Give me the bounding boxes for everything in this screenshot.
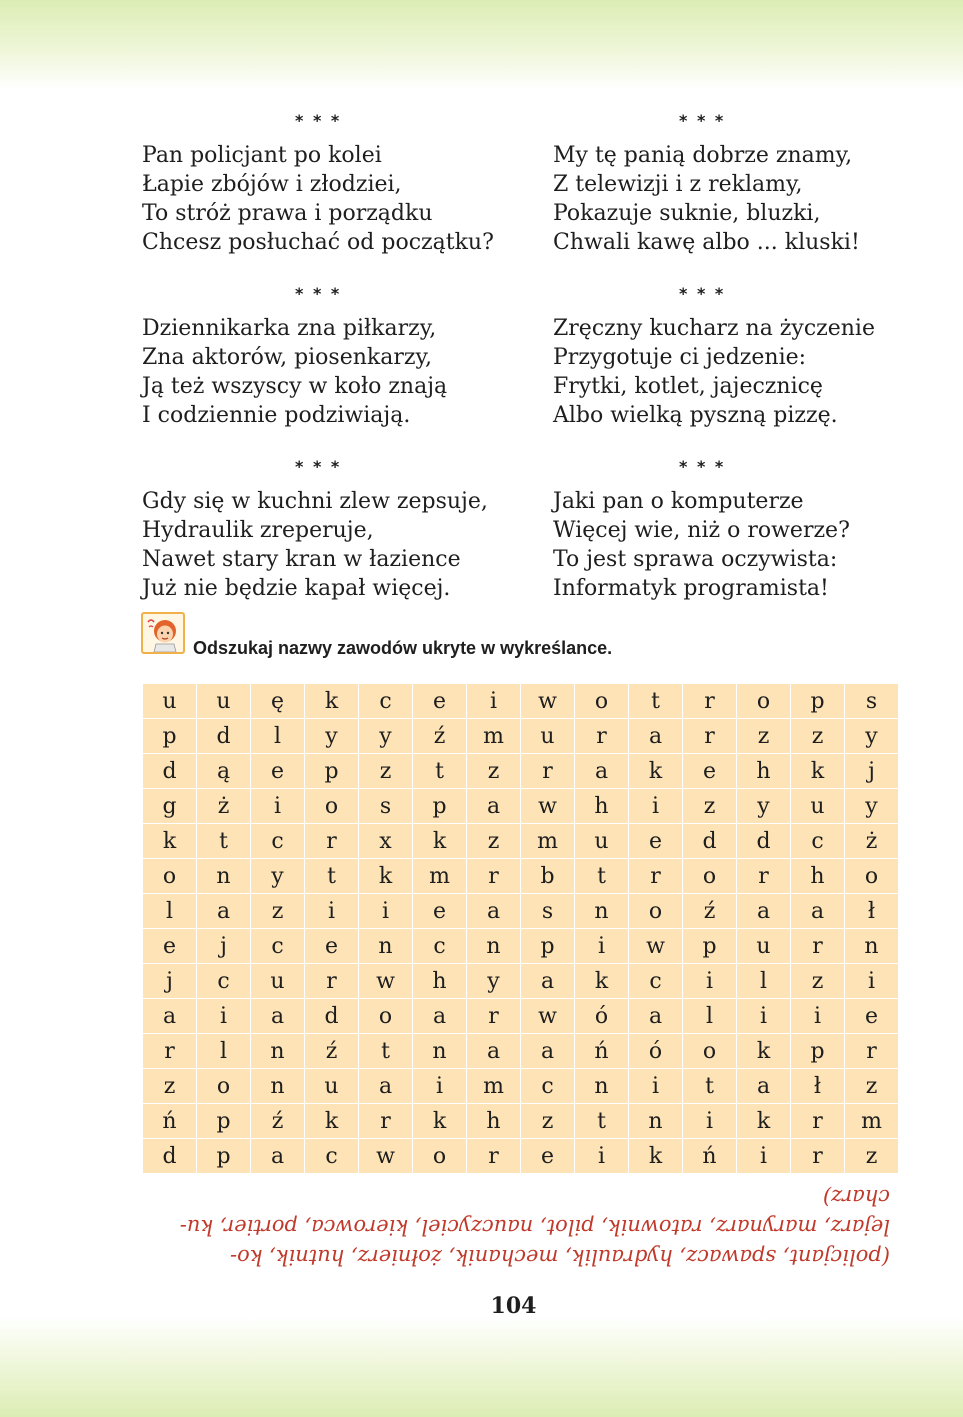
grid-cell[interactable]: b (521, 859, 575, 894)
grid-cell[interactable]: k (629, 754, 683, 789)
grid-cell[interactable]: a (359, 1069, 413, 1104)
grid-cell[interactable]: s (521, 894, 575, 929)
grid-row (143, 1104, 899, 1139)
grid-row (143, 824, 899, 859)
grid-cell[interactable]: c (413, 929, 467, 964)
grid-cell[interactable]: ź (683, 894, 737, 929)
grid-cell[interactable]: k (791, 754, 845, 789)
poem-line: My tę panią dobrze znamy, (553, 143, 853, 168)
grid-cell[interactable]: k (413, 1104, 467, 1139)
grid-cell[interactable]: a (251, 999, 305, 1034)
grid-cell[interactable]: d (683, 824, 737, 859)
grid-cell[interactable]: l (737, 964, 791, 999)
grid-cell[interactable]: z (359, 754, 413, 789)
grid-cell[interactable]: e (521, 1139, 575, 1174)
grid-cell[interactable]: a (197, 894, 251, 929)
grid-cell[interactable]: m (845, 1104, 899, 1139)
grid-cell[interactable]: r (791, 929, 845, 964)
grid-cell[interactable]: l (197, 1034, 251, 1069)
grid-cell[interactable]: a (521, 964, 575, 999)
grid-cell[interactable]: u (251, 964, 305, 999)
grid-cell[interactable]: i (251, 789, 305, 824)
grid-cell[interactable]: n (413, 1034, 467, 1069)
grid-cell[interactable]: r (683, 684, 737, 719)
grid-cell[interactable]: ł (845, 894, 899, 929)
grid-cell[interactable]: m (413, 859, 467, 894)
grid-cell[interactable]: ń (143, 1104, 197, 1139)
poem-separator: * * * (295, 284, 342, 303)
grid-cell[interactable]: n (467, 929, 521, 964)
grid-cell[interactable]: y (251, 859, 305, 894)
grid-cell[interactable]: e (251, 754, 305, 789)
grid-cell[interactable]: ź (413, 719, 467, 754)
grid-cell[interactable]: ń (683, 1139, 737, 1174)
grid-cell[interactable]: k (305, 1104, 359, 1139)
grid-cell[interactable]: i (413, 1069, 467, 1104)
grid-cell[interactable]: o (413, 1139, 467, 1174)
grid-cell[interactable]: m (467, 719, 521, 754)
grid-cell[interactable]: k (737, 1034, 791, 1069)
poem-line: Dziennikarka zna piłkarzy, (142, 316, 437, 341)
grid-cell[interactable]: p (305, 754, 359, 789)
grid-cell[interactable]: r (683, 719, 737, 754)
grid-cell[interactable]: p (683, 929, 737, 964)
grid-cell[interactable]: n (251, 1034, 305, 1069)
grid-cell[interactable]: o (575, 684, 629, 719)
grid-cell[interactable]: h (791, 859, 845, 894)
answer-line: charz) (822, 1185, 890, 1209)
grid-cell[interactable]: ó (629, 1034, 683, 1069)
grid-cell[interactable]: x (359, 824, 413, 859)
grid-cell[interactable]: p (521, 929, 575, 964)
grid-cell[interactable]: e (683, 754, 737, 789)
grid-cell[interactable]: n (575, 894, 629, 929)
grid-row (143, 999, 899, 1034)
grid-cell[interactable]: h (575, 789, 629, 824)
grid-cell[interactable]: i (629, 1069, 683, 1104)
grid-cell[interactable]: t (575, 1104, 629, 1139)
poem-separator: * * * (679, 284, 726, 303)
grid-cell[interactable]: y (845, 719, 899, 754)
grid-cell[interactable]: j (845, 754, 899, 789)
grid-cell[interactable]: ó (575, 999, 629, 1034)
poem-line: Jaki pan o komputerze (553, 489, 804, 514)
grid-cell[interactable]: a (467, 894, 521, 929)
grid-cell[interactable]: t (197, 824, 251, 859)
grid-cell[interactable]: r (845, 1034, 899, 1069)
grid-cell[interactable]: n (251, 1069, 305, 1104)
grid-row (143, 859, 899, 894)
poem-line: Ją też wszyscy w koło znają (142, 374, 448, 399)
grid-row (143, 964, 899, 999)
grid-cell[interactable]: z (521, 1104, 575, 1139)
grid-cell[interactable]: r (791, 1139, 845, 1174)
poem-line: Pokazuje suknie, bluzki, (553, 201, 821, 226)
grid-cell[interactable]: n (197, 859, 251, 894)
grid-cell[interactable]: k (629, 1139, 683, 1174)
poem-line: Albo wielką pyszną pizzę. (553, 403, 838, 428)
poem-cook (553, 283, 943, 430)
grid-cell[interactable]: s (845, 684, 899, 719)
grid-cell[interactable]: n (629, 1104, 683, 1139)
grid-cell[interactable]: i (575, 1139, 629, 1174)
grid-row (143, 929, 899, 964)
grid-cell[interactable]: g (143, 789, 197, 824)
grid-cell[interactable]: ę (251, 684, 305, 719)
grid-cell[interactable]: ą (197, 754, 251, 789)
grid-cell[interactable]: t (575, 859, 629, 894)
grid-cell[interactable]: ź (251, 1104, 305, 1139)
grid-cell[interactable]: r (305, 824, 359, 859)
grid-row (143, 1069, 899, 1104)
grid-cell[interactable]: i (683, 964, 737, 999)
grid-cell[interactable]: k (575, 964, 629, 999)
grid-cell[interactable]: k (143, 824, 197, 859)
grid-cell[interactable]: z (845, 1069, 899, 1104)
grid-cell[interactable]: c (197, 964, 251, 999)
poem-separator: * * * (679, 457, 726, 476)
task-instruction: Odszukaj nazwy zawodów ukryte w wykreślance. (193, 638, 613, 658)
grid-cell[interactable]: k (413, 824, 467, 859)
grid-cell[interactable]: m (467, 1069, 521, 1104)
grid-cell[interactable]: y (305, 719, 359, 754)
grid-cell[interactable]: z (845, 1139, 899, 1174)
grid-cell[interactable]: i (737, 999, 791, 1034)
poem-line: Hydraulik zreperuje, (142, 518, 374, 543)
grid-cell[interactable]: o (845, 859, 899, 894)
grid-cell[interactable]: o (737, 684, 791, 719)
grid-cell[interactable]: d (143, 1139, 197, 1174)
grid-cell[interactable]: r (521, 754, 575, 789)
grid-cell[interactable]: h (737, 754, 791, 789)
grid-cell[interactable]: o (683, 1034, 737, 1069)
grid-cell[interactable]: r (467, 999, 521, 1034)
grid-cell[interactable]: z (467, 754, 521, 789)
grid-cell[interactable]: c (629, 964, 683, 999)
grid-cell[interactable]: y (467, 964, 521, 999)
grid-cell[interactable]: d (305, 999, 359, 1034)
grid-cell[interactable]: n (575, 1069, 629, 1104)
poem-line: Zręczny kucharz na życzenie (553, 316, 875, 341)
grid-row (143, 754, 899, 789)
page-top-band (0, 0, 963, 90)
grid-cell[interactable]: a (629, 999, 683, 1034)
grid-cell[interactable]: u (737, 929, 791, 964)
grid-cell[interactable]: ł (791, 1069, 845, 1104)
poem-line: Z telewizji i z reklamy, (553, 172, 803, 197)
grid-cell[interactable]: o (683, 859, 737, 894)
grid-cell[interactable]: r (737, 859, 791, 894)
grid-cell[interactable]: i (197, 999, 251, 1034)
grid-cell[interactable]: ź (305, 1034, 359, 1069)
poem-separator: * * * (679, 111, 726, 130)
grid-cell[interactable]: s (359, 789, 413, 824)
grid-cell[interactable]: o (305, 789, 359, 824)
grid-cell[interactable]: m (521, 824, 575, 859)
grid-cell[interactable]: i (467, 684, 521, 719)
grid-cell[interactable]: ń (575, 1034, 629, 1069)
grid-cell[interactable]: w (359, 964, 413, 999)
grid-cell[interactable]: o (359, 999, 413, 1034)
page-bottom-band (0, 1317, 963, 1417)
grid-cell[interactable]: r (359, 1104, 413, 1139)
poem-journalist (142, 283, 532, 430)
grid-cell[interactable]: l (143, 894, 197, 929)
grid-cell[interactable]: t (683, 1069, 737, 1104)
grid-cell[interactable]: p (143, 719, 197, 754)
grid-cell[interactable]: t (629, 684, 683, 719)
grid-cell[interactable]: k (737, 1104, 791, 1139)
grid-cell[interactable]: u (521, 719, 575, 754)
grid-cell[interactable]: z (791, 964, 845, 999)
poem-model (553, 110, 943, 257)
grid-cell[interactable]: p (197, 1104, 251, 1139)
grid-cell[interactable]: e (413, 894, 467, 929)
grid-cell[interactable]: z (737, 719, 791, 754)
grid-cell[interactable]: i (683, 1104, 737, 1139)
grid-row (143, 1139, 899, 1174)
grid-cell[interactable]: p (791, 684, 845, 719)
grid-cell[interactable]: w (359, 1139, 413, 1174)
grid-cell[interactable]: z (683, 789, 737, 824)
poem-programmer (553, 456, 943, 603)
grid-row (143, 894, 899, 929)
grid-cell[interactable]: o (197, 1069, 251, 1104)
grid-cell[interactable]: u (197, 684, 251, 719)
grid-cell[interactable]: c (359, 684, 413, 719)
grid-cell[interactable]: d (737, 824, 791, 859)
poem-line: Przygotuje ci jedzenie: (553, 345, 807, 370)
grid-cell[interactable]: i (359, 894, 413, 929)
grid-cell[interactable]: i (845, 964, 899, 999)
grid-cell[interactable]: u (791, 789, 845, 824)
grid-cell[interactable]: a (791, 894, 845, 929)
grid-cell[interactable]: d (143, 754, 197, 789)
grid-cell[interactable]: l (251, 719, 305, 754)
grid-cell[interactable]: w (521, 999, 575, 1034)
poem-line: Więcej wie, niż o rowerze? (553, 518, 850, 543)
upside-down-answers (140, 1182, 890, 1272)
poem-line: Chcesz posłuchać od początku? (142, 230, 494, 255)
grid-cell[interactable]: e (305, 929, 359, 964)
child-reading-icon (141, 612, 185, 654)
grid-cell[interactable]: z (467, 824, 521, 859)
grid-cell[interactable]: a (467, 1034, 521, 1069)
grid-cell[interactable]: r (791, 1104, 845, 1139)
grid-cell[interactable]: z (251, 894, 305, 929)
grid-cell[interactable]: c (251, 929, 305, 964)
poem-separator: * * * (295, 111, 342, 130)
grid-cell[interactable]: i (737, 1139, 791, 1174)
grid-cell[interactable]: c (521, 1069, 575, 1104)
grid-cell[interactable]: a (143, 999, 197, 1034)
grid-cell[interactable]: y (359, 719, 413, 754)
poem-line: To jest sprawa oczywista: (553, 547, 838, 572)
grid-cell[interactable]: u (143, 684, 197, 719)
poem-line: Łapie zbójów i złodziei, (142, 172, 402, 197)
grid-cell[interactable]: z (143, 1069, 197, 1104)
grid-row (143, 719, 899, 754)
grid-cell[interactable]: l (683, 999, 737, 1034)
grid-cell[interactable]: r (467, 1139, 521, 1174)
answer-line: (policjant, spawacz, hydraulik, mechanik, żołnierz, hutnik, ko- (229, 1245, 890, 1269)
grid-cell[interactable]: r (629, 859, 683, 894)
grid-cell[interactable]: w (521, 789, 575, 824)
poem-policeman (142, 110, 532, 257)
grid-cell[interactable]: a (737, 1069, 791, 1104)
grid-cell[interactable]: a (413, 999, 467, 1034)
grid-cell[interactable]: r (575, 719, 629, 754)
grid-cell[interactable]: e (629, 824, 683, 859)
grid-cell[interactable]: p (197, 1139, 251, 1174)
grid-cell[interactable]: a (251, 1139, 305, 1174)
grid-cell[interactable]: c (251, 824, 305, 859)
poem-line: Już nie będzie kapał więcej. (142, 576, 451, 601)
grid-cell[interactable]: k (305, 684, 359, 719)
grid-cell[interactable]: j (197, 929, 251, 964)
grid-cell[interactable]: w (521, 684, 575, 719)
grid-cell[interactable]: e (143, 929, 197, 964)
grid-cell[interactable]: n (845, 929, 899, 964)
grid-cell[interactable]: r (305, 964, 359, 999)
grid-cell[interactable]: a (521, 1034, 575, 1069)
poem-line: Chwali kawę albo ... kluski! (553, 230, 860, 255)
grid-row (143, 1034, 899, 1069)
grid-cell[interactable]: a (629, 719, 683, 754)
poem-line: Gdy się w kuchni zlew zepsuje, (142, 489, 488, 514)
grid-row (143, 684, 899, 719)
grid-cell[interactable]: p (413, 789, 467, 824)
grid-cell[interactable]: r (143, 1034, 197, 1069)
answer-line: lejarz, marynarz, ratownik, pilot, nauczyciel, kierowca, portier, ku- (179, 1215, 890, 1239)
grid-cell[interactable]: c (791, 824, 845, 859)
grid-cell[interactable]: t (359, 1034, 413, 1069)
grid-cell[interactable]: j (143, 964, 197, 999)
grid-row (143, 789, 899, 824)
grid-cell[interactable]: ż (845, 824, 899, 859)
grid-cell[interactable]: ż (197, 789, 251, 824)
poem-line: To stróż prawa i porządku (142, 201, 433, 226)
grid-cell[interactable]: a (467, 789, 521, 824)
poem-line: Frytki, kotlet, jajecznicę (553, 374, 823, 399)
grid-cell[interactable]: a (737, 894, 791, 929)
grid-cell[interactable]: e (413, 684, 467, 719)
grid-cell[interactable]: e (845, 999, 899, 1034)
grid-cell[interactable]: d (197, 719, 251, 754)
poem-separator: * * * (295, 457, 342, 476)
grid-cell[interactable]: o (629, 894, 683, 929)
grid-cell[interactable]: i (305, 894, 359, 929)
poem-line: Zna aktorów, piosenkarzy, (142, 345, 432, 370)
grid-cell[interactable]: t (305, 859, 359, 894)
page-number: 104 (490, 1293, 537, 1319)
grid-cell[interactable]: i (791, 999, 845, 1034)
grid-cell[interactable]: u (305, 1069, 359, 1104)
grid-cell[interactable]: h (467, 1104, 521, 1139)
poem-line: Nawet stary kran w łazience (142, 547, 461, 572)
grid-cell[interactable]: w (629, 929, 683, 964)
grid-cell[interactable]: u (575, 824, 629, 859)
grid-cell[interactable]: i (575, 929, 629, 964)
grid-cell[interactable]: y (737, 789, 791, 824)
grid-cell[interactable]: y (845, 789, 899, 824)
poem-plumber (142, 456, 532, 603)
poem-line: Informatyk programista! (553, 576, 829, 601)
grid-cell[interactable]: n (359, 929, 413, 964)
word-search-grid (142, 683, 899, 1174)
grid-cell[interactable]: i (629, 789, 683, 824)
grid-cell[interactable]: p (791, 1034, 845, 1069)
grid-cell[interactable]: r (467, 859, 521, 894)
poem-line: I codziennie podziwiają. (142, 403, 411, 428)
grid-cell[interactable]: o (143, 859, 197, 894)
grid-cell[interactable]: k (359, 859, 413, 894)
grid-cell[interactable]: z (791, 719, 845, 754)
grid-cell[interactable]: t (413, 754, 467, 789)
grid-cell[interactable]: h (413, 964, 467, 999)
grid-cell[interactable]: c (305, 1139, 359, 1174)
poem-line: Pan policjant po kolei (142, 143, 382, 168)
grid-cell[interactable]: a (575, 754, 629, 789)
